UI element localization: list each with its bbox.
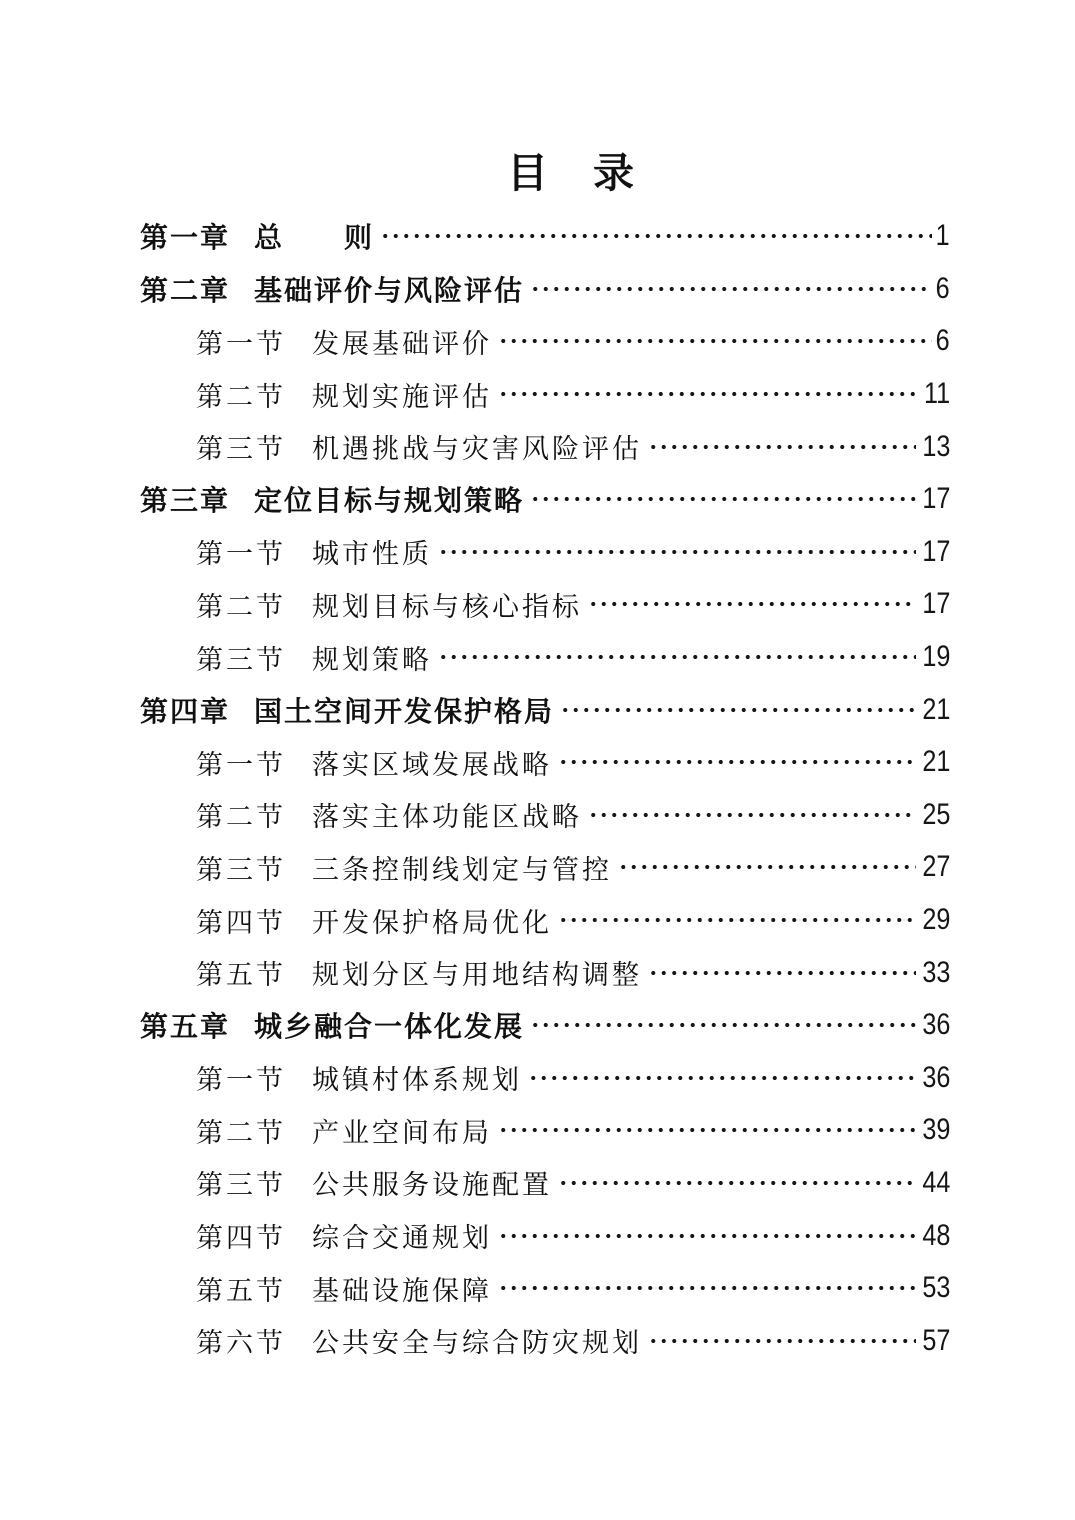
entry-label: 第五节 xyxy=(196,1275,286,1306)
toc-entry-chapter[interactable] xyxy=(140,999,950,1052)
toc-entry-section[interactable] xyxy=(140,1157,950,1210)
entry-label: 第一节 xyxy=(196,1065,286,1096)
entry-title: 规划目标与核心指标 xyxy=(312,591,582,622)
entry-label: 第一节 xyxy=(196,749,286,780)
toc-entry-section[interactable] xyxy=(140,368,950,421)
toc-entry-section[interactable] xyxy=(140,420,950,473)
page-number: 33 xyxy=(921,955,950,989)
entry-title: 规划实施评估 xyxy=(312,381,492,412)
page-number: 25 xyxy=(921,797,950,831)
dot-leader xyxy=(646,968,916,978)
page-number: 1 xyxy=(935,219,950,253)
dot-leader xyxy=(436,547,916,557)
page-number: 48 xyxy=(921,1218,950,1252)
entry-label: 第二节 xyxy=(196,1117,286,1148)
toc-entry-section[interactable] xyxy=(140,736,950,789)
dot-leader xyxy=(496,1125,916,1135)
dot-leader xyxy=(496,336,932,346)
entry-label: 第一节 xyxy=(196,328,286,359)
toc-entry-chapter[interactable] xyxy=(140,473,950,526)
dot-leader xyxy=(646,1336,916,1346)
toc-entry-section[interactable] xyxy=(140,841,950,894)
dot-leader xyxy=(496,1283,916,1293)
entry-title: 城镇村体系规划 xyxy=(312,1065,522,1096)
entry-label: 第三节 xyxy=(196,644,286,675)
entry-title: 城乡融合一体化发展 xyxy=(254,1011,525,1043)
entry-label: 第四节 xyxy=(196,907,286,938)
dot-leader xyxy=(556,757,916,767)
dot-leader xyxy=(558,705,916,715)
page-title: 目 录 xyxy=(507,150,636,196)
page-number: 27 xyxy=(921,850,950,884)
entry-title: 规划分区与用地结构调整 xyxy=(312,960,642,991)
toc-entry-section[interactable] xyxy=(140,578,950,631)
toc-entry-section[interactable] xyxy=(140,1209,950,1262)
toc-entry-section[interactable] xyxy=(140,946,950,999)
entry-title: 机遇挑战与灾害风险评估 xyxy=(312,434,642,465)
entry-label: 第二节 xyxy=(196,802,286,833)
page-number: 21 xyxy=(921,692,950,726)
entry-label: 第一节 xyxy=(196,539,286,570)
page-number: 36 xyxy=(921,1060,950,1094)
entry-title: 公共服务设施配置 xyxy=(312,1170,552,1201)
entry-label: 第四节 xyxy=(196,1223,286,1254)
entry-title: 城市性质 xyxy=(312,539,432,570)
entry-title: 公共安全与综合防灾规划 xyxy=(312,1328,642,1359)
toc-entry-section[interactable] xyxy=(140,1052,950,1105)
entry-label: 第一章 xyxy=(140,222,231,254)
entry-label: 第二节 xyxy=(196,381,286,412)
entry-title: 产业空间布局 xyxy=(312,1117,492,1148)
entry-label: 第三节 xyxy=(196,854,286,885)
entry-label: 第四章 xyxy=(140,695,231,727)
dot-leader xyxy=(528,284,932,294)
page-number: 21 xyxy=(921,745,950,779)
entry-label: 第二章 xyxy=(140,274,231,306)
toc-entry-section[interactable] xyxy=(140,1104,950,1157)
page-number: 57 xyxy=(921,1323,950,1357)
page-number: 36 xyxy=(921,1008,950,1042)
dot-leader xyxy=(528,1020,916,1030)
entry-title: 落实主体功能区战略 xyxy=(312,802,582,833)
entry-title: 规划策略 xyxy=(312,644,432,675)
dot-leader xyxy=(586,810,916,820)
entry-label: 第三节 xyxy=(196,434,286,465)
dot-leader xyxy=(436,652,916,662)
dot-leader xyxy=(556,915,916,925)
page-number: 6 xyxy=(935,271,950,305)
entry-title: 基础评价与风险评估 xyxy=(254,274,525,306)
entry-label: 第六节 xyxy=(196,1328,286,1359)
entry-title: 落实区域发展战略 xyxy=(312,749,552,780)
page-number: 17 xyxy=(921,482,950,516)
entry-title: 综合交通规划 xyxy=(312,1223,492,1254)
entry-label: 第三章 xyxy=(140,485,231,517)
entry-label: 第二节 xyxy=(196,591,286,622)
entry-title: 总 则 xyxy=(254,222,375,254)
toc-entry-chapter[interactable] xyxy=(140,683,950,736)
toc-entry-section[interactable] xyxy=(140,789,950,842)
entry-label: 第三节 xyxy=(196,1170,286,1201)
entry-label: 第五章 xyxy=(140,1011,231,1043)
entry-title: 开发保护格局优化 xyxy=(312,907,552,938)
dot-leader xyxy=(528,494,916,504)
toc-entry-section[interactable] xyxy=(140,894,950,947)
page-number: 53 xyxy=(921,1271,950,1305)
toc-entry-section[interactable] xyxy=(140,315,950,368)
entry-title: 基础设施保障 xyxy=(312,1275,492,1306)
toc-entry-section[interactable] xyxy=(140,526,950,579)
entry-title: 定位目标与规划策略 xyxy=(254,485,525,517)
entry-title: 三条控制线划定与管控 xyxy=(312,854,612,885)
dot-leader xyxy=(586,599,916,609)
page-number: 17 xyxy=(921,587,950,621)
dot-leader xyxy=(556,1178,916,1188)
dot-leader xyxy=(646,442,916,452)
table-of-contents xyxy=(140,210,950,1367)
page-number: 19 xyxy=(921,640,950,674)
entry-title: 发展基础评价 xyxy=(312,328,492,359)
page-number: 44 xyxy=(921,1165,950,1199)
dot-leader xyxy=(616,862,916,872)
dot-leader xyxy=(378,231,932,241)
entry-label: 第五节 xyxy=(196,960,286,991)
dot-leader xyxy=(496,1231,916,1241)
toc-entry-chapter[interactable] xyxy=(140,210,950,263)
toc-entry-section[interactable] xyxy=(140,1262,950,1315)
entry-title: 国土空间开发保护格局 xyxy=(254,695,555,727)
page-number: 13 xyxy=(921,429,950,463)
dot-leader xyxy=(526,1073,916,1083)
page-number: 39 xyxy=(921,1113,950,1147)
page-number: 17 xyxy=(921,534,950,568)
toc-entry-section[interactable] xyxy=(140,1314,950,1367)
page-number: 6 xyxy=(935,324,950,358)
page-number: 11 xyxy=(923,377,950,411)
dot-leader xyxy=(496,389,918,399)
toc-entry-chapter[interactable] xyxy=(140,263,950,316)
toc-entry-section[interactable] xyxy=(140,631,950,684)
page-number: 29 xyxy=(921,903,950,937)
